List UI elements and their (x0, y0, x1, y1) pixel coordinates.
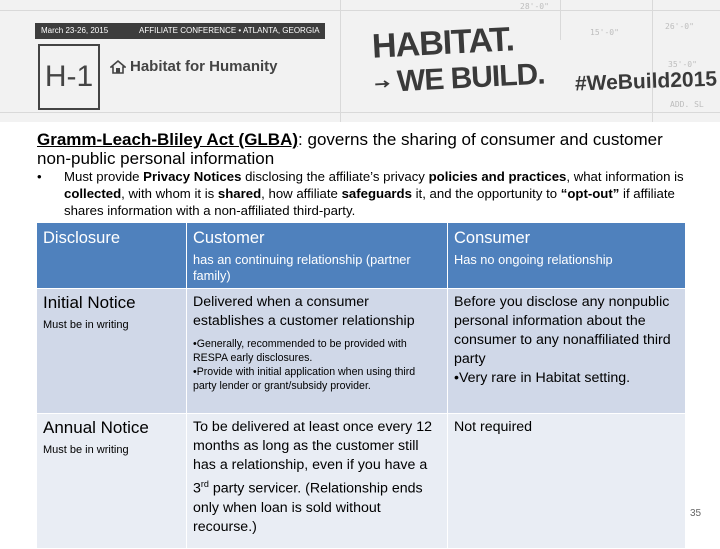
bullet-fragment: , how affiliate (261, 186, 342, 201)
session-code: H-1 (44, 60, 94, 93)
initial-consumer-text: Before you disclose any nonpublic personal information about the consumer to any nonaffiliated third party (454, 294, 671, 367)
habitat-house-icon (110, 59, 126, 75)
header-cell-disclosure (37, 223, 187, 289)
bullet-bold: policies and practices (428, 169, 567, 184)
blueprint-line (340, 0, 341, 122)
heading-description: governs the sharing of consumer and customer non-public personal information (37, 130, 663, 168)
annual-consumer-text: Not required (454, 419, 533, 435)
header-consumer: Consumer (454, 229, 531, 247)
bullet-text (64, 168, 702, 219)
cell-annual-consumer (448, 414, 686, 549)
bullet-bold: Privacy Notices (143, 169, 242, 184)
table-row-annual-notice (37, 414, 686, 549)
header-consumer-sub: Has no ongoing relationship (454, 252, 613, 267)
session-code-box (38, 44, 100, 110)
table-header-row (37, 223, 686, 289)
slogan-line1: HABITAT. (371, 20, 515, 66)
conference-name: AFFILIATE CONFERENCE • ATLANTA, GEORGIA (139, 26, 320, 35)
blueprint-label: ADD. SL (670, 100, 704, 109)
habitat-org-name: Habitat for Humanity (130, 58, 278, 75)
initial-notice-title: Initial Notice (43, 293, 136, 312)
act-name: Gramm-Leach-Bliley Act (GLBA) (37, 130, 299, 149)
bullet-fragment: , what information is (566, 169, 684, 184)
bullet-fragment: Must provide (64, 169, 144, 184)
annual-customer-fragment: party servicer. (Relationship ends only when loan is sold without recourse.) (193, 480, 423, 535)
conference-strip (35, 23, 325, 39)
header-customer-sub: has an continuing relationship (partner family) (193, 252, 411, 283)
bullet-fragment: disclosing the affiliate’s privacy (241, 169, 429, 184)
cell-annual-customer (187, 414, 448, 549)
cell-annual-notice (37, 414, 187, 549)
bullet-fragment: if affiliate shares information with a non-affiliated third-party. (64, 186, 675, 218)
conference-banner (0, 0, 720, 122)
bullet-bold: safeguards (341, 186, 412, 201)
blueprint-line (0, 10, 720, 11)
annual-customer-fragment: To be delivered at least once every 12 months as long as the customer still has a relationship, even if you have a 3 (193, 419, 432, 497)
blueprint-line (0, 112, 720, 113)
initial-notice-sub: Must be in writing (43, 319, 129, 331)
habitat-logo (110, 58, 278, 75)
bullet-bold: collected (64, 186, 122, 201)
blueprint-label: 35'-0" (668, 60, 697, 69)
table-row-initial-notice (37, 289, 686, 414)
conference-date: March 23-26, 2015 (41, 26, 109, 35)
heading-colon: : (298, 130, 303, 149)
bullet-bold: “opt-out” (560, 186, 620, 201)
blueprint-label: 15'-0" (590, 28, 619, 37)
header-cell-consumer (448, 223, 686, 289)
annual-notice-sub: Must be in writing (43, 444, 129, 456)
cell-initial-customer (187, 289, 448, 414)
arrow-right-icon (375, 80, 391, 89)
annual-notice-title: Annual Notice (43, 418, 149, 437)
initial-customer-note2: •Provide with initial application when using third party lender or grant/subsidy provider. (193, 366, 416, 392)
initial-consumer-note: •Very rare in Habitat setting. (454, 370, 631, 386)
initial-customer-text: Delivered when a consumer establishes a customer relationship (193, 294, 415, 329)
cell-initial-consumer (448, 289, 686, 414)
blueprint-line (560, 0, 561, 40)
ordinal-suffix: rd (200, 479, 209, 489)
header-disclosure: Disclosure (43, 229, 121, 247)
cell-initial-notice (37, 289, 187, 414)
bullet-fragment: it, and the opportunity to (411, 186, 561, 201)
bullet-bold: shared (217, 186, 262, 201)
conference-hashtag: #WeBuild2015 (574, 67, 718, 96)
slogan-line2-text: WE BUILD. (396, 57, 546, 99)
page-number: 35 (690, 508, 702, 519)
bullet-fragment: , with whom it is (121, 186, 218, 201)
blueprint-label: 28'-0" (520, 2, 549, 11)
header-cell-customer (187, 223, 448, 289)
glba-disclosure-table (36, 222, 686, 549)
initial-customer-note1: •Generally, recommended to be provided with RESPA early disclosures. (193, 338, 407, 364)
annual-customer-text (193, 418, 441, 537)
blueprint-line (652, 0, 653, 122)
bullet-point (37, 168, 702, 219)
slide-heading (37, 130, 697, 168)
blueprint-label: 26'-0" (665, 22, 694, 31)
header-customer: Customer (193, 229, 265, 247)
bullet-mark: • (37, 169, 42, 184)
